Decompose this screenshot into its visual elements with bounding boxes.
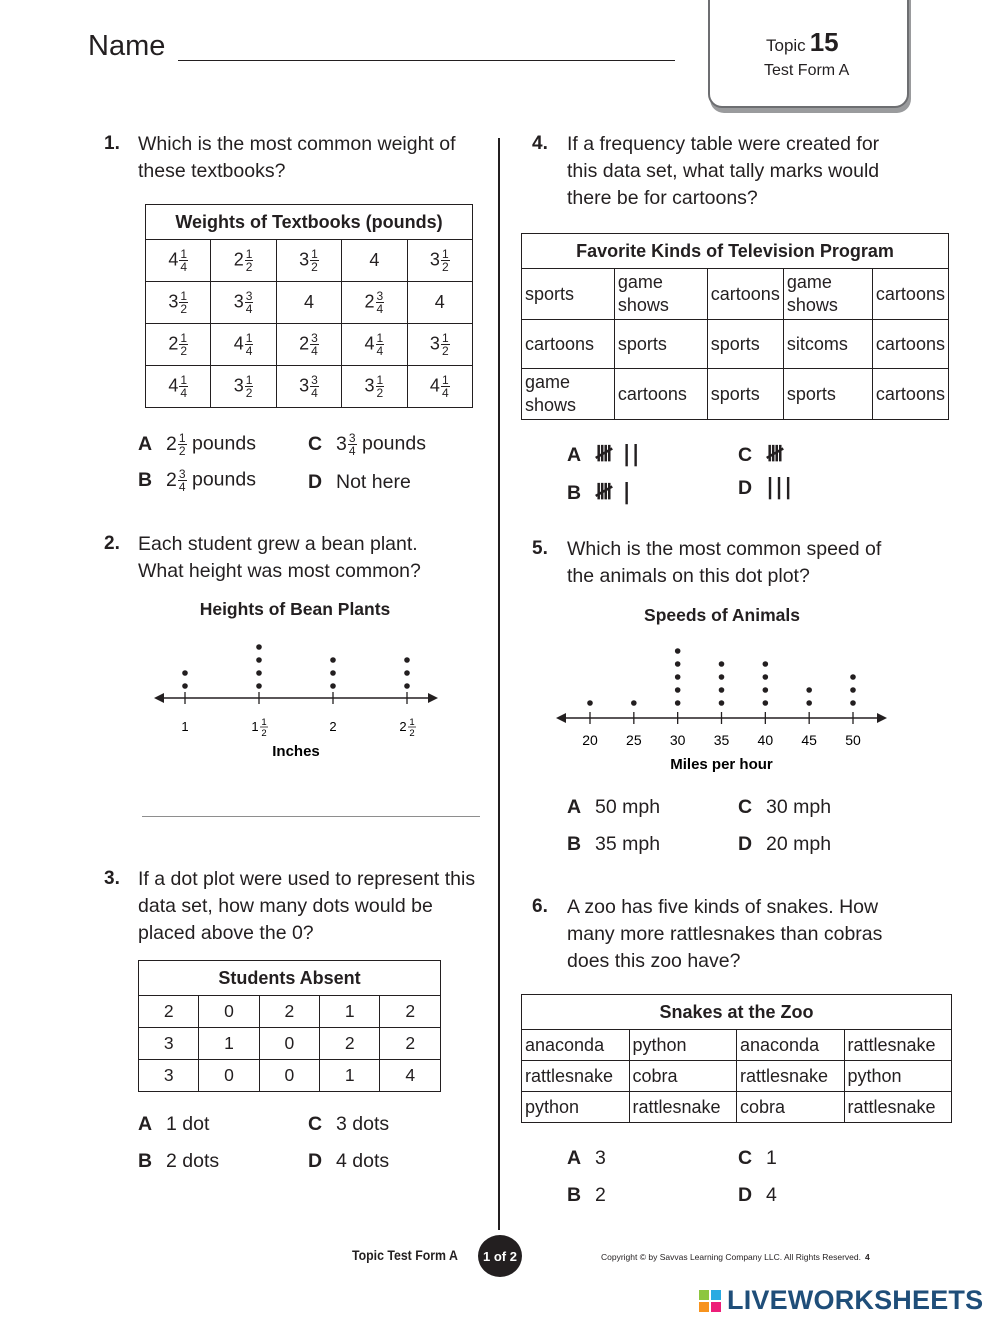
table-cell: 4 $\frac{1}{4}$	[407, 366, 472, 408]
students-absent-table	[138, 960, 441, 1092]
question-number: 1.	[104, 133, 120, 154]
question-number: 2.	[104, 533, 120, 554]
table-cell: sports	[783, 369, 872, 420]
topic-number: 15	[809, 27, 839, 57]
option-text: 20 mph	[766, 833, 832, 855]
option-unit: pounds	[191, 468, 256, 491]
bean-plant-dot-plot	[150, 625, 450, 765]
option-text: Not here	[336, 471, 411, 493]
tick-label: 30	[669, 732, 686, 748]
table-cell: 3 $\frac{3}{4}$	[211, 282, 276, 324]
answer-option-c[interactable]	[308, 432, 426, 457]
data-dot	[675, 700, 681, 706]
data-dot	[404, 657, 410, 663]
table-cell: 4	[342, 240, 407, 282]
option-text: 4 dots	[336, 1150, 390, 1172]
data-dot	[256, 683, 262, 689]
tally-marks: 𝍸	[766, 442, 785, 467]
option-text: 2 dots	[166, 1150, 220, 1172]
table-row	[522, 269, 949, 320]
table-cell: rattlesnake	[737, 1061, 845, 1092]
table-cell: 1	[320, 996, 380, 1028]
section-divider	[142, 816, 480, 817]
option-letter: B	[138, 468, 153, 491]
answer-option-c[interactable]	[738, 1147, 777, 1170]
option-text: 50 mph	[595, 796, 661, 818]
option-value: 3 $\frac{3}{4}$	[336, 431, 356, 458]
tv-program-table	[521, 233, 949, 420]
table-cell: 4 $\frac{1}{4}$	[146, 240, 211, 282]
tick-label-denominator: 2	[409, 728, 415, 739]
question-number: 3.	[104, 868, 120, 889]
data-dot	[675, 648, 681, 654]
table-cell: 2 $\frac{1}{2}$	[211, 240, 276, 282]
answer-option-a[interactable]	[138, 432, 256, 457]
table-cell: cartoons	[522, 320, 615, 369]
tick-label	[399, 717, 416, 739]
table-row	[522, 1030, 952, 1061]
data-dot	[719, 687, 725, 693]
question-text: If a frequency table were created for this data set, what tally marks would there be for cartoons?	[567, 133, 880, 209]
option-letter: D	[308, 1150, 323, 1172]
name-write-line[interactable]	[178, 60, 675, 61]
table-row	[139, 996, 441, 1028]
option-letter: C	[738, 444, 753, 466]
option-letter: C	[308, 432, 323, 455]
table-cell: 4 $\frac{1}{4}$	[146, 366, 211, 408]
option-letter: D	[738, 833, 753, 855]
data-dot	[256, 657, 262, 663]
table-cell: 0	[259, 1028, 319, 1060]
option-unit: pounds	[191, 432, 256, 455]
tick-label	[329, 719, 336, 734]
table-cell: rattlesnake	[844, 1030, 952, 1061]
table-cell: 3 $\frac{1}{2}$	[407, 324, 472, 366]
data-dot	[675, 687, 681, 693]
data-dot	[763, 687, 769, 693]
option-letter: A	[138, 432, 153, 455]
table-cell: cartoons	[707, 269, 783, 320]
tick-label	[251, 717, 268, 739]
table-cell: 0	[259, 1060, 319, 1092]
axis-title: Inches	[272, 743, 320, 760]
table-row	[146, 366, 473, 408]
option-letter: A	[567, 796, 582, 818]
data-dot	[404, 683, 410, 689]
answer-option-b[interactable]	[138, 1150, 219, 1173]
table-cell: 3 $\frac{3}{4}$	[276, 366, 341, 408]
name-label: Name	[88, 30, 166, 62]
option-letter: A	[567, 444, 582, 466]
table-cell: game shows	[614, 269, 707, 320]
table-row	[146, 282, 473, 324]
question-number: 4.	[532, 133, 548, 154]
table-cell: 4	[380, 1060, 441, 1092]
data-dot	[719, 661, 725, 667]
table-row	[522, 1092, 952, 1123]
data-dot	[330, 683, 336, 689]
option-letter: B	[567, 1184, 582, 1206]
table-cell: cartoons	[872, 269, 948, 320]
data-dot	[404, 670, 410, 676]
table-cell: sports	[707, 320, 783, 369]
data-dot	[675, 661, 681, 667]
table-cell: game shows	[522, 369, 615, 420]
table-cell: 3 $\frac{1}{2}$	[146, 282, 211, 324]
data-dot	[256, 670, 262, 676]
liveworksheets-brand: LIVEWORKSHEETS	[727, 1285, 984, 1315]
table-cell: 4	[276, 282, 341, 324]
table-cell: sports	[614, 320, 707, 369]
liveworksheets-logo	[698, 1285, 983, 1316]
question-text: A zoo has five kinds of snakes. How many more rattlesnakes than cobras does this zoo have?	[567, 896, 883, 972]
table-cell: game shows	[783, 269, 872, 320]
answer-option-d[interactable]	[308, 1150, 389, 1173]
axis-arrow-right	[877, 713, 887, 723]
table-cell: anaconda	[522, 1030, 630, 1061]
data-dot	[182, 683, 188, 689]
option-letter: D	[738, 477, 753, 499]
table-cell: cobra	[737, 1092, 845, 1123]
answer-option-b[interactable]	[567, 833, 660, 856]
table-cell: anaconda	[737, 1030, 845, 1061]
answer-option-c[interactable]	[738, 437, 785, 475]
data-dot	[675, 674, 681, 680]
option-letter: C	[738, 796, 753, 818]
table-cell: 1	[199, 1028, 259, 1060]
table-cell: rattlesnake	[844, 1092, 952, 1123]
tally-marks: |||	[766, 475, 794, 500]
question-text: If a dot plot were used to represent this data set, how many dots would be placed above the 0?	[138, 868, 476, 944]
data-dot	[631, 700, 637, 706]
tick-label: 25	[626, 732, 642, 748]
option-text: 1 dot	[166, 1113, 210, 1135]
answer-option-d[interactable]	[738, 833, 831, 856]
tick-label: 20	[582, 732, 598, 748]
table-cell: python	[844, 1061, 952, 1092]
table-cell: sitcoms	[783, 320, 872, 369]
footer-label: Topic Test Form A	[352, 1247, 458, 1263]
table-cell: 2 $\frac{3}{4}$	[276, 324, 341, 366]
table-cell: sports	[707, 369, 783, 420]
tick-label: 35	[713, 732, 730, 748]
answer-option-b[interactable]	[138, 468, 256, 493]
table-cell: 3 $\frac{1}{2}$	[342, 366, 407, 408]
snakes-table	[521, 994, 952, 1123]
axis-arrow-left	[154, 693, 164, 703]
table-cell: sports	[522, 269, 615, 320]
table-cell: 4 $\frac{1}{4}$	[211, 324, 276, 366]
chart-title: Speeds of Animals	[644, 605, 800, 625]
option-text: 35 mph	[595, 833, 661, 855]
option-letter: D	[738, 1184, 753, 1206]
option-text: 2	[595, 1184, 606, 1206]
table-cell: 3 $\frac{1}{2}$	[407, 240, 472, 282]
table-cell: 2	[380, 996, 441, 1028]
table-row	[146, 240, 473, 282]
chart-title: Heights of Bean Plants	[199, 599, 391, 619]
table-cell: 3	[139, 1060, 199, 1092]
axis-arrow-right	[428, 693, 438, 703]
answer-option-c[interactable]	[308, 1113, 389, 1136]
data-dot	[256, 644, 262, 650]
option-letter: C	[308, 1113, 323, 1135]
table-cell: 4 $\frac{1}{4}$	[342, 324, 407, 366]
table-cell: 2	[320, 1028, 380, 1060]
table-cell: 3 $\frac{1}{2}$	[276, 240, 341, 282]
table-row	[522, 369, 949, 420]
question-number: 5.	[532, 538, 548, 559]
question-number: 6.	[532, 896, 548, 917]
topic-heading	[766, 27, 839, 58]
answer-option-d[interactable]	[738, 475, 793, 500]
data-dot	[719, 674, 725, 680]
option-letter: B	[138, 1150, 153, 1172]
table-cell: 2 $\frac{3}{4}$	[342, 282, 407, 324]
answer-option-a[interactable]	[567, 437, 641, 475]
tick-label-denominator: 2	[261, 728, 267, 739]
table-cell: python	[522, 1092, 630, 1123]
option-text: 30 mph	[766, 796, 832, 818]
table-cell: 3	[139, 1028, 199, 1060]
answer-option-d[interactable]	[308, 471, 411, 494]
data-dot	[587, 700, 593, 706]
table-cell: 2 $\frac{1}{2}$	[146, 324, 211, 366]
data-dot	[763, 674, 769, 680]
option-value: 2 $\frac{3}{4}$	[166, 467, 186, 494]
tick-label-whole: 2	[399, 719, 407, 734]
data-dot	[850, 700, 856, 706]
data-dot	[763, 700, 769, 706]
table-title: Snakes at the Zoo	[522, 995, 952, 1030]
tally-marks: 𝍸 |	[595, 480, 632, 505]
axis-arrow-left	[556, 713, 566, 723]
test-form-label: Test Form A	[764, 62, 850, 79]
option-text: 4	[766, 1184, 777, 1206]
data-dot	[850, 687, 856, 693]
tick-label-whole: 1	[181, 719, 189, 734]
answer-option-b[interactable]	[567, 475, 632, 513]
answer-option-b[interactable]	[567, 1184, 606, 1207]
answer-option-a[interactable]	[567, 796, 660, 819]
table-row	[139, 1060, 441, 1092]
textbook-weights-table	[145, 204, 473, 408]
option-letter: A	[138, 1113, 153, 1135]
answer-option-a[interactable]	[138, 1113, 209, 1136]
table-cell: rattlesnake	[629, 1092, 737, 1123]
data-dot	[850, 674, 856, 680]
table-cell: cartoons	[872, 320, 948, 369]
tick-label: 50	[845, 732, 861, 748]
table-cell: 0	[199, 1060, 259, 1092]
tick-label-numerator: 1	[409, 717, 415, 728]
table-cell: 2	[139, 996, 199, 1028]
table-row	[522, 1061, 952, 1092]
column-divider	[498, 138, 500, 1230]
table-title: Favorite Kinds of Television Program	[522, 234, 949, 269]
tick-label: 45	[801, 732, 817, 748]
table-cell: cartoons	[614, 369, 707, 420]
copyright	[601, 1252, 870, 1262]
tick-label-whole: 1	[251, 719, 259, 734]
table-cell: python	[629, 1030, 737, 1061]
option-text: 3	[595, 1147, 606, 1169]
page-indicator: 1 of 2	[478, 1235, 522, 1277]
data-dot	[330, 657, 336, 663]
topic-label: Topic	[766, 36, 806, 55]
table-cell: 1	[320, 1060, 380, 1092]
option-letter: B	[567, 833, 582, 855]
table-row	[146, 324, 473, 366]
table-cell: 0	[199, 996, 259, 1028]
table-cell: cobra	[629, 1061, 737, 1092]
option-text: 3 dots	[336, 1113, 390, 1135]
question-text: Which is the most common speed of the animals on this dot plot?	[567, 538, 882, 587]
option-letter: B	[567, 482, 582, 504]
table-cell: cartoons	[872, 369, 948, 420]
question-text: Each student grew a bean plant. What height was most common?	[138, 533, 421, 582]
option-value: 2 $\frac{1}{2}$	[166, 431, 186, 458]
tick-label	[181, 719, 188, 734]
table-title: Students Absent	[139, 961, 441, 996]
tally-marks: 𝍸 ||	[595, 442, 641, 467]
answer-option-a[interactable]	[567, 1147, 606, 1170]
tick-label-numerator: 1	[261, 717, 267, 728]
option-letter: D	[308, 471, 323, 493]
answer-option-c[interactable]	[738, 796, 831, 819]
liveworksheets-logo-icon	[698, 1289, 722, 1313]
data-dot	[763, 661, 769, 667]
page-number: 4	[864, 1252, 870, 1262]
copyright-text: Copyright © by Savvas Learning Company LLC. All Rights Reserved.	[601, 1252, 861, 1262]
data-dot	[719, 700, 725, 706]
tick-label: 40	[757, 732, 774, 748]
data-dot	[330, 670, 336, 676]
option-unit: pounds	[361, 432, 426, 455]
animal-speed-dot-plot	[550, 630, 895, 775]
table-cell: 4	[407, 282, 472, 324]
table-title: Weights of Textbooks (pounds)	[146, 205, 473, 240]
axis-title: Miles per hour	[670, 756, 773, 773]
option-text: 1	[766, 1147, 777, 1169]
option-letter: C	[738, 1147, 753, 1169]
table-cell: 2	[380, 1028, 441, 1060]
question-text: Which is the most common weight of these textbooks?	[138, 133, 456, 182]
table-row	[522, 320, 949, 369]
table-cell: 3 $\frac{1}{2}$	[211, 366, 276, 408]
data-dot	[806, 700, 812, 706]
table-row	[139, 1028, 441, 1060]
tick-label-whole: 2	[329, 719, 337, 734]
table-cell: 2	[259, 996, 319, 1028]
answer-option-d[interactable]	[738, 1184, 777, 1207]
table-cell: rattlesnake	[522, 1061, 630, 1092]
option-letter: A	[567, 1147, 582, 1169]
data-dot	[806, 687, 812, 693]
data-dot	[182, 670, 188, 676]
